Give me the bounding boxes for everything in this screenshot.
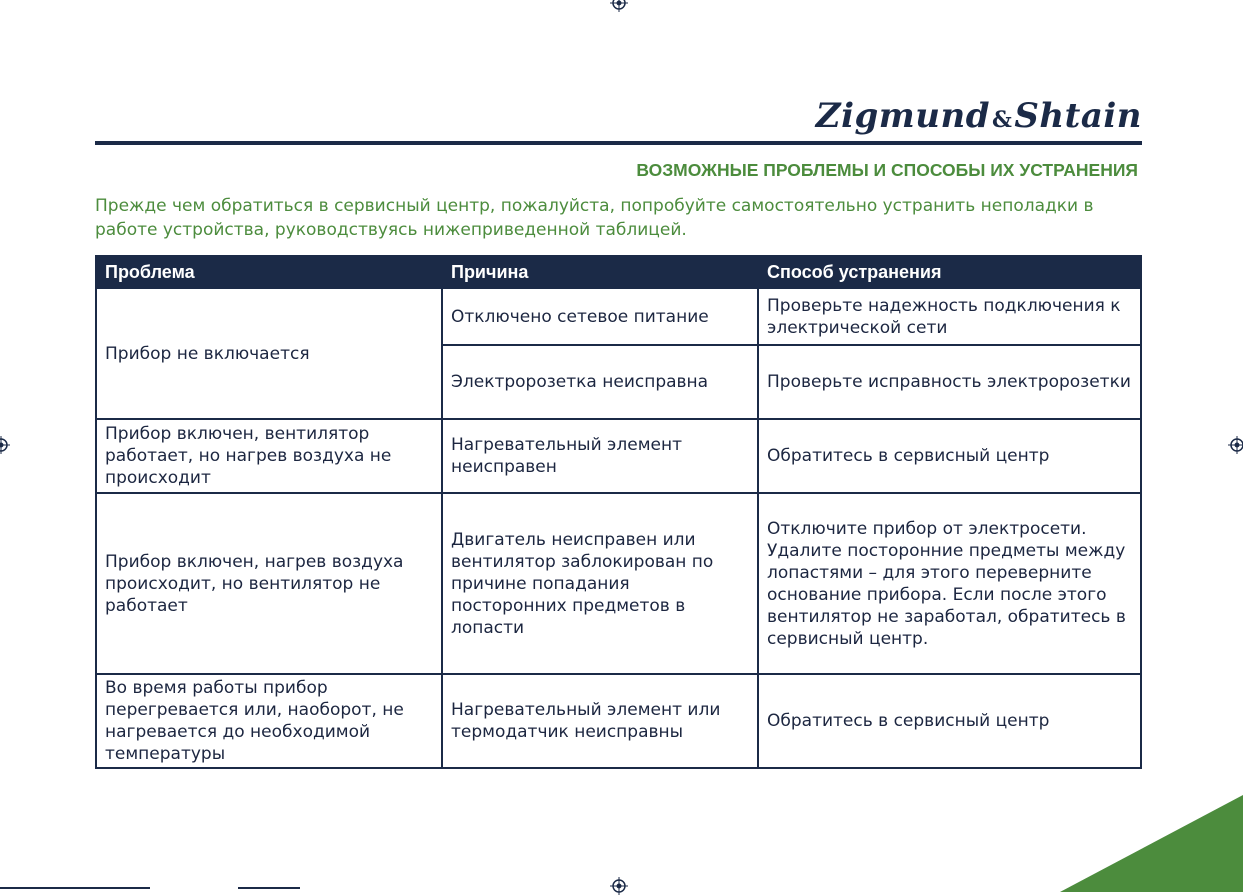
cell-problem: Прибор включен, нагрев воздуха происходит, но вентилятор не работает	[96, 493, 442, 674]
brand-logo-amp: &	[991, 107, 1013, 133]
registration-mark-top-icon	[610, 0, 628, 12]
table-row	[96, 419, 1141, 493]
cell-fix: Обратитесь в сервисный центр	[758, 419, 1141, 493]
cell-problem: Прибор включен, вентилятор работает, но нагрев воздуха не происходит	[96, 419, 442, 493]
registration-mark-left-icon	[0, 436, 10, 454]
table-row	[96, 674, 1141, 768]
table-row	[96, 288, 1141, 345]
brand-logo	[816, 96, 1142, 136]
table-row	[96, 493, 1141, 674]
troubleshooting-table	[95, 255, 1142, 769]
cell-fix: Обратитесь в сервисный центр	[758, 674, 1141, 768]
cell-cause: Отключено сетевое питание	[442, 288, 758, 345]
cell-fix: Проверьте исправность электророзетки	[758, 345, 1141, 419]
cell-fix: Отключите прибор от электросети. Удалите посторонние предметы между лопастями – для этого переверните основание прибора. Если после этого вентилятор не заработал, обратитесь в сервисный центр.	[758, 493, 1141, 674]
section-title: ВОЗМОЖНЫЕ ПРОБЛЕМЫ И СПОСОБЫ ИХ УСТРАНЕНИЯ	[636, 160, 1138, 180]
brand-logo-left: Zigmund	[815, 96, 990, 136]
cell-cause: Двигатель неисправен или вентилятор заблокирован по причине попадания посторонних предметов в лопасти	[442, 493, 758, 674]
cell-cause: Электророзетка неисправна	[442, 345, 758, 419]
intro-paragraph: Прежде чем обратиться в сервисный центр, пожалуйста, попробуйте самостоятельно устранить неполадки в работе устройства, руководствуясь нижеприведенной таблицей.	[95, 196, 1094, 240]
registration-mark-right-icon	[1228, 436, 1243, 454]
cell-cause: Нагревательный элемент или термодатчик неисправны	[442, 674, 758, 768]
print-crop-strip	[238, 887, 300, 889]
table-header-row	[96, 256, 1141, 288]
cell-problem: Прибор не включается	[96, 288, 442, 419]
cell-cause: Нагревательный элемент неисправен	[442, 419, 758, 493]
corner-accent-triangle	[1060, 795, 1243, 892]
cell-problem: Во время работы прибор перегревается или, наоборот, не нагревается до необходимой температуры	[96, 674, 442, 768]
header-fix: Способ устранения	[758, 256, 1141, 288]
brand-logo-right: Shtain	[1014, 96, 1142, 136]
header-cause: Причина	[442, 256, 758, 288]
registration-mark-bottom-icon	[610, 877, 628, 895]
cell-fix: Проверьте надежность подключения к электрической сети	[758, 288, 1141, 345]
header-problem: Проблема	[96, 256, 442, 288]
header-divider	[95, 141, 1142, 145]
print-crop-strip	[0, 887, 150, 889]
